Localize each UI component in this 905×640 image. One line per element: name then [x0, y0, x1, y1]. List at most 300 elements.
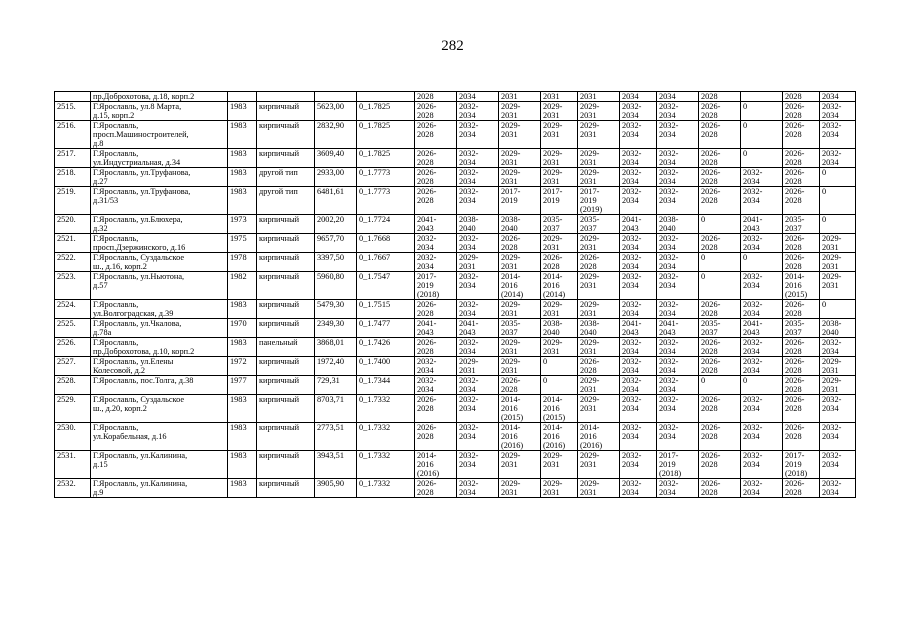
cell-term-5: 2031	[578, 92, 620, 102]
cell-term-1: 2026- 2028	[415, 187, 457, 215]
cell-term-7: 2032- 2034	[657, 234, 699, 253]
cell-term-2: 2029- 2031	[457, 253, 499, 272]
cell-term-4: 2029- 2031	[541, 451, 578, 479]
cell-term-6: 2041- 2043	[620, 215, 657, 234]
cell-term-1: 2032- 2034	[415, 357, 457, 376]
cell-term-9: 0	[741, 121, 783, 149]
cell-term-7: 2032- 2034	[657, 300, 699, 319]
housing-repair-schedule-table	[54, 91, 856, 498]
cell-area: 5479,30	[315, 300, 357, 319]
cell-term-11: 2032- 2034	[820, 121, 856, 149]
cell-wall-material: кирпичный	[257, 395, 315, 423]
cell-term-10: 2035- 2037	[783, 215, 820, 234]
cell-term-1: 2026- 2028	[415, 338, 457, 357]
cell-term-8: 2028	[699, 92, 741, 102]
cell-term-3: 2029- 2031	[499, 149, 541, 168]
cell-wall-material: кирпичный	[257, 357, 315, 376]
cell-term-5: 2038- 2040	[578, 319, 620, 338]
cell-term-3: 2038- 2040	[499, 215, 541, 234]
cell-term-9	[741, 92, 783, 102]
cell-term-8: 0	[699, 272, 741, 300]
cell-term-7: 2032- 2034	[657, 272, 699, 300]
cell-term-8: 2026- 2028	[699, 300, 741, 319]
cell-index: 0_1.7667	[357, 253, 415, 272]
cell-term-8: 2026- 2028	[699, 395, 741, 423]
cell-term-6: 2041- 2043	[620, 319, 657, 338]
cell-area: 5960,80	[315, 272, 357, 300]
cell-term-2: 2032- 2034	[457, 338, 499, 357]
cell-term-10: 2017- 2019 (2018)	[783, 451, 820, 479]
cell-year-built: 1983	[228, 187, 257, 215]
cell-term-6: 2032- 2034	[620, 338, 657, 357]
cell-term-5: 2029- 2031	[578, 376, 620, 395]
cell-wall-material: кирпичный	[257, 423, 315, 451]
cell-row-number: 2525.	[55, 319, 91, 338]
cell-term-9: 2032- 2034	[741, 234, 783, 253]
cell-term-10: 2035- 2037	[783, 319, 820, 338]
cell-term-9: 2041- 2043	[741, 319, 783, 338]
cell-term-5: 2029- 2031	[578, 479, 620, 498]
cell-term-6: 2032- 2034	[620, 376, 657, 395]
cell-term-1: 2017- 2019 (2018)	[415, 272, 457, 300]
cell-area: 5623,00	[315, 102, 357, 121]
cell-term-4: 2029- 2031	[541, 121, 578, 149]
cell-term-1: 2026- 2028	[415, 102, 457, 121]
cell-term-2: 2032- 2034	[457, 234, 499, 253]
cell-term-5: 2029- 2031	[578, 272, 620, 300]
cell-area: 2773,51	[315, 423, 357, 451]
cell-wall-material: кирпичный	[257, 121, 315, 149]
cell-term-5: 2017- 2019 (2019)	[578, 187, 620, 215]
cell-address: Г.Ярославль, ул.Блюхера, д.32	[91, 215, 228, 234]
cell-term-7: 2034	[657, 92, 699, 102]
cell-term-6: 2032- 2034	[620, 187, 657, 215]
cell-term-8: 2026- 2028	[699, 187, 741, 215]
cell-term-2: 2032- 2034	[457, 300, 499, 319]
cell-index: 0_1.7668	[357, 234, 415, 253]
cell-term-1: 2032- 2034	[415, 253, 457, 272]
cell-term-3: 2029- 2031	[499, 338, 541, 357]
cell-area: 3905,90	[315, 479, 357, 498]
cell-term-9: 2032- 2034	[741, 168, 783, 187]
cell-area: 729,31	[315, 376, 357, 395]
cell-term-3: 2029- 2031	[499, 451, 541, 479]
cell-area: 9657,70	[315, 234, 357, 253]
cell-term-10: 2026- 2028	[783, 121, 820, 149]
cell-address: Г.Ярославль, Суздальское ш., д.16, корп.2	[91, 253, 228, 272]
cell-wall-material: кирпичный	[257, 272, 315, 300]
cell-term-3: 2031	[499, 92, 541, 102]
table-row	[55, 234, 856, 253]
cell-year-built: 1975	[228, 234, 257, 253]
cell-year-built: 1978	[228, 253, 257, 272]
cell-year-built: 1983	[228, 423, 257, 451]
cell-term-10: 2026- 2028	[783, 376, 820, 395]
cell-term-3: 2035- 2037	[499, 319, 541, 338]
cell-index: 0_1.7547	[357, 272, 415, 300]
cell-year-built: 1983	[228, 121, 257, 149]
cell-term-6: 2032- 2034	[620, 423, 657, 451]
cell-area: 2002,20	[315, 215, 357, 234]
cell-row-number: 2519.	[55, 187, 91, 215]
cell-year-built: 1983	[228, 395, 257, 423]
cell-row-number: 2529.	[55, 395, 91, 423]
cell-row-number: 2524.	[55, 300, 91, 319]
cell-year-built: 1983	[228, 300, 257, 319]
table-row	[55, 376, 856, 395]
cell-term-4: 0	[541, 376, 578, 395]
cell-term-1: 2014- 2016 (2016)	[415, 451, 457, 479]
cell-term-8: 2026- 2028	[699, 423, 741, 451]
cell-term-5: 2026- 2028	[578, 253, 620, 272]
cell-index: 0_1.7477	[357, 319, 415, 338]
cell-row-number: 2516.	[55, 121, 91, 149]
cell-term-5: 2029- 2031	[578, 451, 620, 479]
cell-term-9: 2032- 2034	[741, 451, 783, 479]
cell-term-9: 2032- 2034	[741, 357, 783, 376]
cell-address: Г.Ярославль, ул.Труфанова, д.31/53	[91, 187, 228, 215]
cell-term-10: 2026- 2028	[783, 300, 820, 319]
cell-term-10: 2026- 2028	[783, 357, 820, 376]
table-row	[55, 102, 856, 121]
cell-index: 0_1.7344	[357, 376, 415, 395]
cell-term-8: 0	[699, 376, 741, 395]
cell-term-10: 2026- 2028	[783, 253, 820, 272]
cell-area: 3943,51	[315, 451, 357, 479]
cell-term-1: 2026- 2028	[415, 149, 457, 168]
cell-term-6: 2032- 2034	[620, 300, 657, 319]
cell-term-2: 2032- 2034	[457, 272, 499, 300]
cell-term-7: 2032- 2034	[657, 357, 699, 376]
cell-term-3: 2029- 2031	[499, 357, 541, 376]
cell-term-10: 2026- 2028	[783, 102, 820, 121]
cell-term-8: 2026- 2028	[699, 479, 741, 498]
cell-row-number: 2523.	[55, 272, 91, 300]
cell-area: 3609,40	[315, 149, 357, 168]
cell-area: 2832,90	[315, 121, 357, 149]
cell-row-number: 2528.	[55, 376, 91, 395]
cell-address: Г.Ярославль, просп.Машиностроителей, д.8	[91, 121, 228, 149]
cell-term-7: 2032- 2034	[657, 423, 699, 451]
cell-term-5: 2035- 2037	[578, 215, 620, 234]
cell-term-5: 2029- 2031	[578, 149, 620, 168]
cell-term-7: 2032- 2034	[657, 121, 699, 149]
cell-term-8: 2035- 2037	[699, 319, 741, 338]
table-row	[55, 215, 856, 234]
cell-term-8: 2026- 2028	[699, 121, 741, 149]
cell-year-built: 1972	[228, 357, 257, 376]
table-row	[55, 319, 856, 338]
cell-term-4: 2017- 2019	[541, 187, 578, 215]
cell-wall-material: кирпичный	[257, 102, 315, 121]
cell-term-9: 0	[741, 376, 783, 395]
cell-index: 0_1.7332	[357, 479, 415, 498]
cell-row-number: 2531.	[55, 451, 91, 479]
cell-row-number: 2522.	[55, 253, 91, 272]
cell-term-8: 2026- 2028	[699, 234, 741, 253]
cell-term-1: 2032- 2034	[415, 376, 457, 395]
cell-row-number: 2518.	[55, 168, 91, 187]
cell-term-7: 2032- 2034	[657, 395, 699, 423]
cell-term-10: 2026- 2028	[783, 168, 820, 187]
cell-index: 0_1.7332	[357, 423, 415, 451]
cell-row-number: 2515.	[55, 102, 91, 121]
cell-term-10: 2026- 2028	[783, 187, 820, 215]
cell-term-5: 2029- 2031	[578, 168, 620, 187]
table-row	[55, 272, 856, 300]
cell-term-3: 2029- 2031	[499, 102, 541, 121]
cell-term-11: 0	[820, 215, 856, 234]
cell-term-6: 2032- 2034	[620, 102, 657, 121]
cell-term-6: 2032- 2034	[620, 234, 657, 253]
cell-term-9: 0	[741, 253, 783, 272]
cell-term-7: 2017- 2019 (2018)	[657, 451, 699, 479]
cell-term-4: 2029- 2031	[541, 300, 578, 319]
cell-term-10: 2014- 2016 (2015)	[783, 272, 820, 300]
cell-term-2: 2032- 2034	[457, 149, 499, 168]
cell-index: 0_1.7332	[357, 451, 415, 479]
cell-term-5: 2029- 2031	[578, 102, 620, 121]
table-row	[55, 253, 856, 272]
cell-wall-material: кирпичный	[257, 253, 315, 272]
cell-term-6: 2032- 2034	[620, 451, 657, 479]
cell-index	[357, 92, 415, 102]
cell-term-5: 2014- 2016 (2016)	[578, 423, 620, 451]
cell-term-6: 2032- 2034	[620, 357, 657, 376]
table-row	[55, 168, 856, 187]
cell-term-4: 2029- 2031	[541, 479, 578, 498]
cell-term-7: 2032- 2034	[657, 376, 699, 395]
cell-term-8: 2026- 2028	[699, 168, 741, 187]
cell-term-7: 2032- 2034	[657, 102, 699, 121]
cell-year-built: 1983	[228, 451, 257, 479]
cell-term-2: 2032- 2034	[457, 168, 499, 187]
cell-wall-material: кирпичный	[257, 300, 315, 319]
cell-term-11: 2032- 2034	[820, 102, 856, 121]
cell-term-6: 2032- 2034	[620, 253, 657, 272]
cell-address: Г.Ярославль, ул.Чкалова, д.78а	[91, 319, 228, 338]
cell-term-6: 2034	[620, 92, 657, 102]
cell-year-built: 1983	[228, 338, 257, 357]
cell-term-10: 2026- 2028	[783, 479, 820, 498]
cell-address: Г.Ярославль, ул.8 Марта, д.15, корп.2	[91, 102, 228, 121]
cell-term-5: 2029- 2031	[578, 234, 620, 253]
table-row	[55, 479, 856, 498]
cell-term-4: 2026- 2028	[541, 253, 578, 272]
cell-term-1: 2041- 2043	[415, 319, 457, 338]
cell-term-1: 2026- 2028	[415, 423, 457, 451]
table-row	[55, 149, 856, 168]
cell-term-3: 2014- 2016 (2014)	[499, 272, 541, 300]
cell-address: Г.Ярославль, ул.Калинина, д.9	[91, 479, 228, 498]
cell-term-1: 2026- 2028	[415, 479, 457, 498]
cell-term-11: 2029- 2031	[820, 376, 856, 395]
cell-term-2: 2041- 2043	[457, 319, 499, 338]
cell-term-3: 2029- 2031	[499, 168, 541, 187]
cell-term-2: 2034	[457, 92, 499, 102]
cell-index: 0_1.7825	[357, 149, 415, 168]
cell-term-10: 2026- 2028	[783, 149, 820, 168]
cell-row-number: 2521.	[55, 234, 91, 253]
cell-term-7: 2032- 2034	[657, 253, 699, 272]
cell-term-2: 2032- 2034	[457, 102, 499, 121]
cell-year-built: 1970	[228, 319, 257, 338]
cell-address: Г.Ярославль, ул.Калинина, д.15	[91, 451, 228, 479]
cell-area	[315, 92, 357, 102]
cell-term-11: 2029- 2031	[820, 357, 856, 376]
cell-term-6: 2032- 2034	[620, 149, 657, 168]
cell-address: пр.Доброхотова, д.18, корп.2	[91, 92, 228, 102]
cell-term-8: 2026- 2028	[699, 102, 741, 121]
cell-term-11: 2032- 2034	[820, 149, 856, 168]
cell-term-2: 2032- 2034	[457, 121, 499, 149]
cell-term-9: 2041- 2043	[741, 215, 783, 234]
cell-wall-material: кирпичный	[257, 215, 315, 234]
cell-term-11: 2034	[820, 92, 856, 102]
table-row	[55, 395, 856, 423]
cell-term-7: 2032- 2034	[657, 479, 699, 498]
cell-term-11: 2032- 2034	[820, 479, 856, 498]
cell-term-4: 2029- 2031	[541, 149, 578, 168]
cell-term-4: 2035- 2037	[541, 215, 578, 234]
cell-index: 0_1.7773	[357, 187, 415, 215]
cell-area: 6481,61	[315, 187, 357, 215]
cell-term-11: 0	[820, 300, 856, 319]
cell-year-built: 1982	[228, 272, 257, 300]
table-row	[55, 300, 856, 319]
cell-term-6: 2032- 2034	[620, 168, 657, 187]
cell-wall-material: кирпичный	[257, 149, 315, 168]
cell-term-7: 2032- 2034	[657, 149, 699, 168]
cell-term-2: 2032- 2034	[457, 395, 499, 423]
cell-area: 8703,71	[315, 395, 357, 423]
cell-term-4: 2014- 2016 (2014)	[541, 272, 578, 300]
cell-wall-material: другой тип	[257, 187, 315, 215]
cell-term-9: 2032- 2034	[741, 338, 783, 357]
table-row	[55, 121, 856, 149]
cell-wall-material	[257, 92, 315, 102]
table-row	[55, 92, 856, 102]
cell-term-9: 2032- 2034	[741, 395, 783, 423]
cell-year-built	[228, 92, 257, 102]
cell-area: 2933,00	[315, 168, 357, 187]
cell-term-2: 2032- 2034	[457, 479, 499, 498]
cell-area: 2349,30	[315, 319, 357, 338]
cell-term-8: 2026- 2028	[699, 357, 741, 376]
cell-term-6: 2032- 2034	[620, 121, 657, 149]
cell-term-4: 2031	[541, 92, 578, 102]
cell-term-5: 2029- 2031	[578, 338, 620, 357]
table-row	[55, 357, 856, 376]
cell-row-number: 2532.	[55, 479, 91, 498]
cell-term-1: 2026- 2028	[415, 121, 457, 149]
cell-area: 1972,40	[315, 357, 357, 376]
cell-term-11: 2029- 2031	[820, 272, 856, 300]
cell-row-number: 2530.	[55, 423, 91, 451]
cell-address: Г.Ярославль, ул.Корабельная, д.16	[91, 423, 228, 451]
cell-address: Г.Ярославль, Суздальское ш., д.20, корп.2	[91, 395, 228, 423]
cell-term-3: 2029- 2031	[499, 300, 541, 319]
cell-term-6: 2032- 2034	[620, 272, 657, 300]
cell-term-1: 2032- 2034	[415, 234, 457, 253]
cell-term-2: 2032- 2034	[457, 451, 499, 479]
cell-wall-material: кирпичный	[257, 319, 315, 338]
cell-term-4: 2029- 2031	[541, 168, 578, 187]
cell-term-3: 2029- 2031	[499, 121, 541, 149]
cell-term-5: 2029- 2031	[578, 300, 620, 319]
cell-term-9: 2032- 2034	[741, 300, 783, 319]
cell-row-number: 2517.	[55, 149, 91, 168]
cell-wall-material: кирпичный	[257, 376, 315, 395]
cell-term-4: 2014- 2016 (2016)	[541, 423, 578, 451]
cell-term-5: 2029- 2031	[578, 121, 620, 149]
cell-term-10: 2026- 2028	[783, 234, 820, 253]
cell-row-number: 2527.	[55, 357, 91, 376]
cell-index: 0_1.7515	[357, 300, 415, 319]
cell-index: 0_1.7426	[357, 338, 415, 357]
cell-term-7: 2032- 2034	[657, 187, 699, 215]
cell-address: Г.Ярославль, ул.Елены Колесовой, д.2	[91, 357, 228, 376]
cell-term-10: 2026- 2028	[783, 338, 820, 357]
cell-term-7: 2032- 2034	[657, 338, 699, 357]
cell-year-built: 1983	[228, 102, 257, 121]
cell-address: Г.Ярославль, ул.Волгоградская, д.39	[91, 300, 228, 319]
cell-term-11: 2032- 2034	[820, 395, 856, 423]
cell-term-11: 2029- 2031	[820, 234, 856, 253]
cell-term-3: 2026- 2028	[499, 234, 541, 253]
cell-address: Г.Ярославль, пр.Доброхотова, д.10, корп.2	[91, 338, 228, 357]
cell-term-6: 2032- 2034	[620, 395, 657, 423]
cell-term-6: 2032- 2034	[620, 479, 657, 498]
cell-index: 0_1.7400	[357, 357, 415, 376]
cell-term-11: 2032- 2034	[820, 451, 856, 479]
cell-term-11: 2038- 2040	[820, 319, 856, 338]
cell-wall-material: панельный	[257, 338, 315, 357]
cell-term-1: 2041- 2043	[415, 215, 457, 234]
table-row	[55, 451, 856, 479]
cell-term-8: 2026- 2028	[699, 338, 741, 357]
cell-wall-material: кирпичный	[257, 451, 315, 479]
cell-year-built: 1977	[228, 376, 257, 395]
cell-term-9: 2032- 2034	[741, 272, 783, 300]
cell-term-11: 0	[820, 187, 856, 215]
cell-term-10: 2028	[783, 92, 820, 102]
cell-term-11: 2032- 2034	[820, 338, 856, 357]
table-row	[55, 423, 856, 451]
cell-address: Г.Ярославль, ул.Ньютона, д.57	[91, 272, 228, 300]
cell-term-11: 2032- 2034	[820, 423, 856, 451]
cell-term-1: 2028	[415, 92, 457, 102]
cell-term-5: 2026- 2028	[578, 357, 620, 376]
cell-term-3: 2014- 2016 (2016)	[499, 423, 541, 451]
cell-wall-material: кирпичный	[257, 479, 315, 498]
cell-term-5: 2029- 2031	[578, 395, 620, 423]
cell-term-4: 2038- 2040	[541, 319, 578, 338]
cell-term-2: 2029- 2031	[457, 357, 499, 376]
table-row	[55, 338, 856, 357]
cell-term-9: 0	[741, 149, 783, 168]
page-number: 282	[441, 38, 464, 54]
cell-wall-material: другой тип	[257, 168, 315, 187]
cell-term-9: 2032- 2034	[741, 479, 783, 498]
cell-term-3: 2014- 2016 (2015)	[499, 395, 541, 423]
cell-term-3: 2026- 2028	[499, 376, 541, 395]
cell-term-9: 2032- 2034	[741, 187, 783, 215]
cell-area: 3397,50	[315, 253, 357, 272]
cell-term-1: 2026- 2028	[415, 395, 457, 423]
cell-term-2: 2038- 2040	[457, 215, 499, 234]
cell-year-built: 1983	[228, 479, 257, 498]
